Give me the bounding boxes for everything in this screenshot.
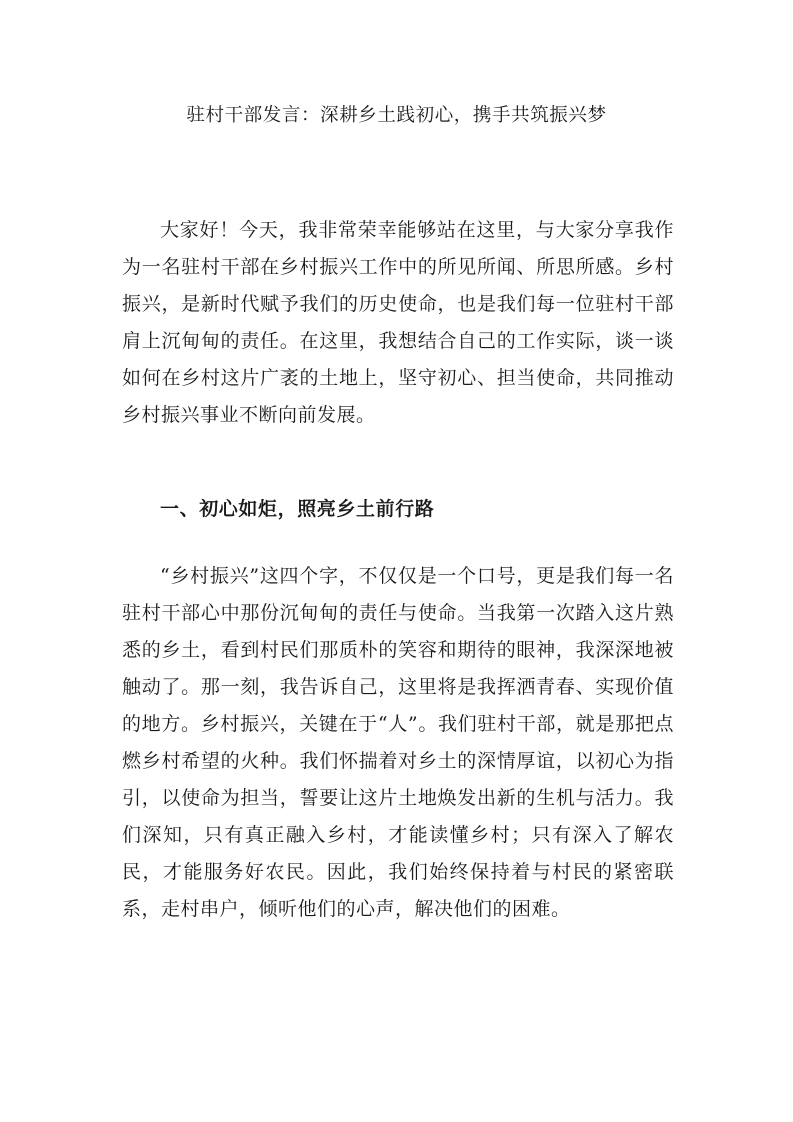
section-1-paragraph: “乡村振兴”这四个字，不仅仅是一个口号，更是我们每一名驻村干部心中那份沉甸甸的责任与使命。当我第一次踏入这片熟悉的乡土，看到村民们那质朴的笑容和期待的眼神，我深深地被触动了。那一刻，我告诉自己，这里将是我挥洒青春、实现价值的地方。乡村振兴，关键在于“人”。我们驻村干部，就是那把点燃乡村希望的火种。我们怀揣着对乡土的深情厚谊，以初心为指引，以使命为担当，誓要让这片土地焕发出新的生机与活力。我们深知，只有真正融入乡村，才能读懂乡村；只有深入了解农民，才能服务好农民。因此，我们始终保持着与村民的紧密联系，走村串户，倾听他们的心声，解决他们的困难。 <box>122 565 674 920</box>
intro-paragraph: 大家好！今天，我非常荣幸能够站在这里，与大家分享我作为一名驻村干部在乡村振兴工作中的所见所闻、所思所感。乡村振兴，是新时代赋予我们的历史使命，也是我们每一位驻村干部肩上沉甸甸的责任。在这里，我想结合自己的工作实际，谈一谈如何在乡村这片广袤的土地上，坚守初心、担当使命，共同推动乡村振兴事业不断向前发展。 <box>122 219 674 426</box>
document-title: 驻村干部发言：深耕乡土践初心，携手共筑振兴梦 <box>186 105 607 126</box>
section-heading-1: 一、初心如炬，照亮乡土前行路 <box>160 498 435 520</box>
